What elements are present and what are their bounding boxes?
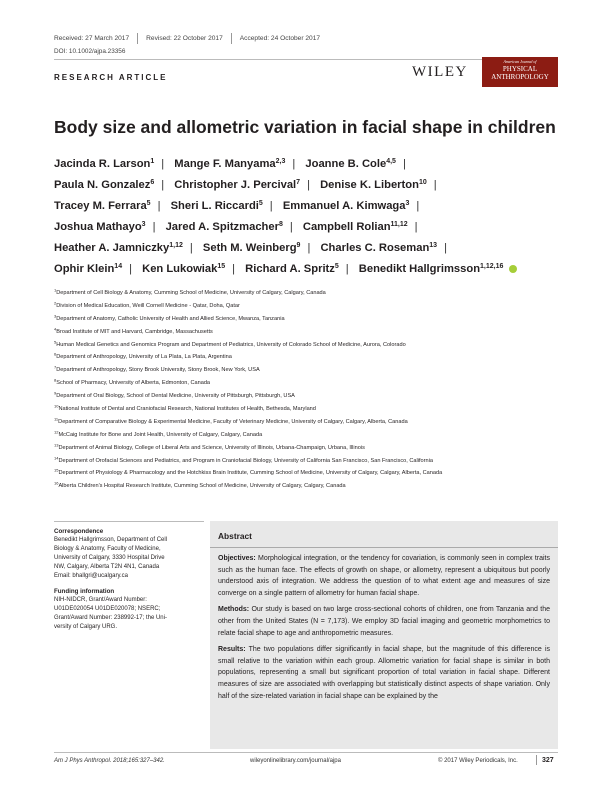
- affiliation: $^{16}$Alberta Children's Hospital Research Institute, Cumming School of Medicine, University of Calgary, Calgary, Canada: [54, 480, 346, 490]
- funding-line: versity of Calgary URG.: [54, 623, 118, 630]
- divider: [536, 755, 537, 765]
- divider: [54, 521, 204, 522]
- abstract-objectives: Objectives: Morphological integration, or the tendency for covariation, is commonly seen in complex traits such as the human face. The effects of growth on shape, or allometry, represent a ubiquitous but poorly understood axis of integration. We address the question of to what extent age and measures of size converge on a single pattern of allometry for human facial shape.: [218, 555, 550, 597]
- author[interactable]: Christopher J. Percival$^7$: [174, 179, 301, 191]
- author[interactable]: Campbell Rolian$^{11,12}$: [302, 221, 408, 233]
- article-history: [54, 33, 320, 44]
- funding-heading: Funding information: [54, 587, 115, 595]
- author[interactable]: Heather A. Jamniczky$^{1,12}$: [54, 242, 183, 254]
- correspondence-line: Biology & Anatomy, Faculty of Medicine,: [54, 546, 161, 553]
- article-title: Body size and allometric variation in facial shape in children: [54, 117, 556, 137]
- author[interactable]: Benedikt Hallgrimsson$^{1,12,16}$: [358, 263, 504, 275]
- author-line: Jacinda R. Larson$^1$ | Mange F. Manyama$^{2,3}$ | Joanne B. Cole$^{4,5}$ |: [54, 158, 406, 170]
- funding-line: Grant/Award Number: 238992-17; the Uni-: [54, 614, 167, 621]
- affiliation: $^3$Department of Anatomy, Catholic University of Health and Allied Science, Mwanza, Tanzania: [54, 313, 285, 322]
- affiliation: $^{14}$Department of Orofacial Sciences and Pediatrics, and Program in Craniofacial Biology, University of California San Francisco, San Francisco, California: [54, 455, 433, 464]
- correspondence-line: NW, Calgary, Alberta T2N 4N1, Canada: [54, 564, 160, 571]
- accepted-date: Accepted: 24 October 2017: [239, 35, 321, 42]
- affiliation: $^4$Broad Institute of MIT and Harvard, Cambridge, Massachusetts: [54, 326, 213, 335]
- journal-logo-line: American Journal of: [503, 59, 537, 64]
- author[interactable]: Ophir Klein$^{14}$: [54, 263, 123, 275]
- author[interactable]: Jacinda R. Larson$^1$: [54, 158, 155, 170]
- author[interactable]: Jared A. Spitzmacher$^8$: [165, 221, 283, 233]
- abstract-box: [210, 521, 558, 749]
- divider: [231, 33, 232, 44]
- orcid-icon[interactable]: [509, 265, 517, 273]
- abstract-heading: Abstract: [218, 531, 252, 541]
- affiliation: $^8$School of Pharmacy, University of Alberta, Edmonton, Canada: [54, 377, 211, 387]
- affiliation: $^5$Human Medical Genetics and Genomics Program and Department of Pediatrics, University of Colorado School of Medicine, Aurora, Colorado: [54, 339, 406, 348]
- page-number: 327: [542, 757, 554, 764]
- author-line: Ophir Klein$^{14}$ | Ken Lukowiak$^{15}$ | Richard A. Spritz$^5$ | Benedikt Hallgrimsson$^{1,12,16}$: [54, 261, 564, 282]
- divider: [54, 752, 558, 753]
- journal-logo-line: PHYSICAL: [502, 65, 538, 73]
- copyright: © 2017 Wiley Periodicals, Inc.: [438, 758, 518, 764]
- author[interactable]: Paula N. Gonzalez$^6$: [54, 179, 155, 191]
- abstract-methods: Methods: Our study is based on two large cross-sectional cohorts of children, one from Tanzania and the other from the United States (N = 7,173). We employ 3D facial imaging and geometric morphometrics to relate facial shape to age and anthropometric measures.: [218, 606, 550, 637]
- affiliation-list: [54, 289, 564, 495]
- author[interactable]: Joanne B. Cole$^{4,5}$: [305, 158, 396, 170]
- author[interactable]: Richard A. Spritz$^5$: [245, 263, 339, 275]
- revised-date: Revised: 22 October 2017: [146, 35, 223, 42]
- correspondence-line: University of Calgary, 3330 Hospital Drive: [54, 555, 165, 562]
- affiliation: $^6$Department of Anthropology, University of La Plata, La Plata, Argentina: [54, 351, 232, 361]
- author-line: Heather A. Jamniczky$^{1,12}$ | Seth M. Weinberg$^9$ | Charles C. Roseman$^{13}$ |: [54, 242, 447, 254]
- affiliation: $^{12}$McCaig Institute for Bone and Joint Health, University of Calgary, Calgary, Canada: [54, 429, 263, 438]
- divider: [210, 547, 558, 548]
- affiliation: $^{13}$Department of Animal Biology, College of Liberal Arts and Science, University of Illinois, Urbana-Champaign, Urbana, Illinois: [54, 442, 365, 451]
- affiliation: $^9$Department of Oral Biology, School of Dental Medicine, University of Pittsburgh, Pittsburgh, USA: [54, 390, 295, 400]
- correspondence-email[interactable]: Email: bhallgri@ucalgary.ca: [54, 573, 129, 580]
- journal-logo-line: ANTHROPOLOGY: [491, 73, 549, 81]
- author[interactable]: Tracey M. Ferrara$^5$: [54, 200, 151, 212]
- doi[interactable]: DOI: 10.1002/ajpa.23356: [54, 48, 126, 55]
- affiliation: $^1$Department of Cell Biology & Anatomy, Cumming School of Medicine, University of Calgary, Calgary, Canada: [54, 287, 326, 296]
- journal-logo: [482, 57, 558, 87]
- author-list: [54, 156, 564, 282]
- journal-url[interactable]: wileyonlinelibrary.com/journal/ajpa: [250, 758, 341, 764]
- author[interactable]: Ken Lukowiak$^{15}$: [142, 263, 226, 275]
- correspondence-heading: Correspondence: [54, 528, 104, 535]
- author[interactable]: Denise K. Liberton$^{10}$: [320, 179, 427, 191]
- author[interactable]: Mange F. Manyama$^{2,3}$: [174, 158, 286, 170]
- author-line: Tracey M. Ferrara$^5$ | Sheri L. Riccardi$^5$ | Emmanuel A. Kimwaga$^3$ |: [54, 200, 420, 212]
- affiliation: $^7$Department of Anthropology, Stony Brook University, Stony Brook, New York, USA: [54, 364, 260, 374]
- correspondence-line: Benedikt Hallgrimsson, Department of Cell: [54, 537, 168, 544]
- author[interactable]: Emmanuel A. Kimwaga$^3$: [282, 200, 410, 212]
- author[interactable]: Charles C. Roseman$^{13}$: [320, 242, 438, 254]
- article-type: RESEARCH ARTICLE: [54, 73, 168, 82]
- abstract-results: Results: The two populations differ significantly in facial shape, but the magnitude of this difference is small relative to the variation within each group. Allometric variation for facial shape is similar in both populations, representing a small but significant proportion of total variation in facial shape. Different measures of size are associated with overlapping but statistically distinct aspects of shape variation. Only half of the size-related variation in facial shape can be explained by the: [218, 646, 550, 700]
- affiliation: $^{10}$National Institute of Dental and Craniofacial Research, National Institutes of Health, Bethesda, Maryland: [54, 403, 316, 413]
- affiliation: $^2$Division of Medical Education, Weill Cornell Medicine - Qatar, Doha, Qatar: [54, 300, 240, 309]
- funding-line: NIH-NIDCR, Grant/Award Number:: [54, 596, 147, 603]
- received-date: Received: 27 March 2017: [54, 35, 130, 42]
- publisher-logo: WILEY: [412, 64, 468, 80]
- citation: Am J Phys Anthropol. 2018;165:327–342.: [54, 758, 165, 764]
- author[interactable]: Sheri L. Riccardi$^5$: [170, 200, 263, 212]
- affiliation: $^{11}$Department of Comparative Biology & Experimental Medicine, Faculty of Veterinary Medicine, University of Calgary, Calgary, Alberta, Canada: [54, 416, 408, 425]
- correspondence-sidebar: [54, 527, 202, 632]
- author[interactable]: Joshua Mathayo$^3$: [54, 221, 146, 233]
- funding-line: U01DE020054 U01DE020078; NSERC;: [54, 605, 161, 612]
- affiliation: $^{15}$Department of Physiology & Pharmacology and the Hotchkiss Brain Institute, Cumming School of Medicine, University of Calgary, Calgary, Alberta, Canada: [54, 467, 443, 477]
- author[interactable]: Seth M. Weinberg$^9$: [202, 242, 301, 254]
- divider: [137, 33, 138, 44]
- author-line: Paula N. Gonzalez$^6$ | Christopher J. Percival$^7$ | Denise K. Liberton$^{10}$ |: [54, 179, 437, 191]
- author-line: Joshua Mathayo$^3$ | Jared A. Spitzmacher$^8$ | Campbell Rolian$^{11,12}$ |: [54, 221, 418, 233]
